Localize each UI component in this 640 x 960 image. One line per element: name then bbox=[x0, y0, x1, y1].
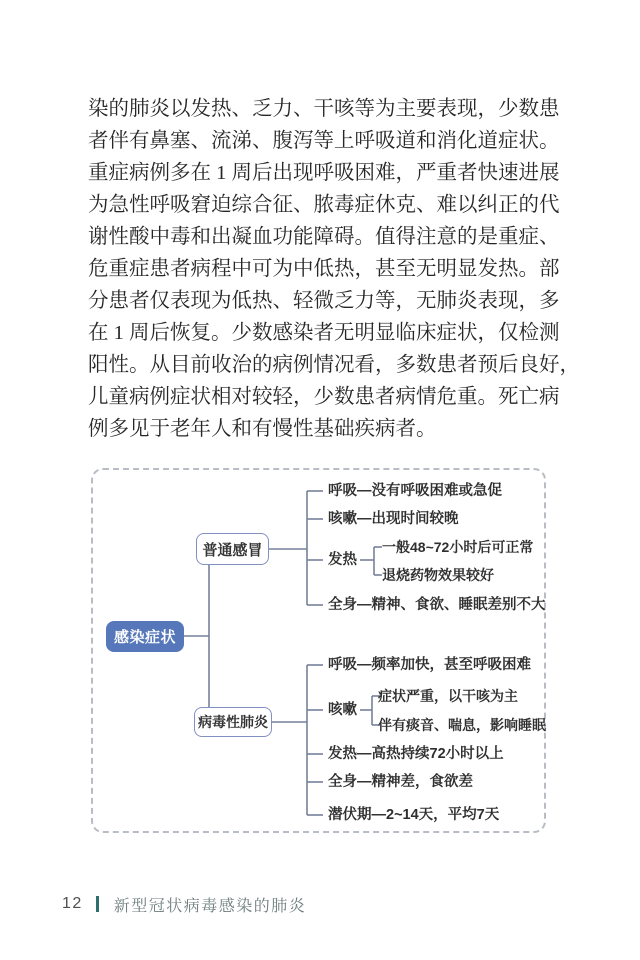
leaf-fever-sub-2: 退烧药物效果较好 bbox=[382, 567, 494, 583]
paragraph-line: 危重症患者病程中可为中低热，甚至无明显发热。部 bbox=[88, 258, 560, 280]
footer-divider bbox=[96, 896, 99, 912]
leaf-general: 全身—精神、食欲、睡眠差别不大 bbox=[328, 597, 546, 613]
leaf-incubation-period: 潜伏期—2~14天，平均7天 bbox=[328, 807, 500, 823]
leaf-cough-sub-2: 伴有痰音、喘息，影响睡眠 bbox=[378, 717, 546, 733]
leaf-breathing-pneumonia: 呼吸—频率加快，甚至呼吸困难 bbox=[328, 657, 531, 673]
paragraph-line: 儿童病例症状相对较轻，少数患者病情危重。死亡病 bbox=[88, 386, 560, 408]
paragraph-line: 阳性。从目前收治的病例情况看，多数患者预后良好， bbox=[88, 354, 580, 376]
symptoms-mindmap-figure bbox=[91, 468, 546, 833]
page-number: 12 bbox=[62, 895, 83, 912]
paragraph-line: 染的肺炎以发热、乏力、干咳等为主要表现，少数患 bbox=[88, 98, 560, 120]
page-footer bbox=[62, 894, 306, 914]
leaf-fever-pneumonia: 发热—高热持续72小时以上 bbox=[328, 746, 504, 762]
book-title: 新型冠状病毒感染的肺炎 bbox=[113, 897, 307, 915]
paragraph-line: 为急性呼吸窘迫综合征、脓毒症休克、难以纠正的代 bbox=[88, 194, 560, 216]
leaf-fever-sub-1: 一般48~72小时后可正常 bbox=[382, 539, 534, 555]
paragraph-line: 谢性酸中毒和出凝血功能障碍。值得注意的是重症、 bbox=[88, 226, 560, 248]
paragraph-line: 重症病例多在 1 周后出现呼吸困难，严重者快速进展 bbox=[88, 162, 560, 184]
leaf-cough-sub-1: 症状严重，以干咳为主 bbox=[378, 688, 518, 704]
mindmap-connector-lines bbox=[93, 470, 548, 835]
root-node-infection-symptoms: 感染症状 bbox=[106, 621, 184, 652]
leaf-fever-label: 发热 bbox=[328, 552, 357, 568]
branch-node-common-cold: 普通感冒 bbox=[196, 533, 269, 565]
body-paragraph bbox=[88, 93, 580, 445]
leaf-breathing: 呼吸—没有呼吸困难或急促 bbox=[328, 483, 502, 499]
paragraph-line: 者伴有鼻塞、流涕、腹泻等上呼吸道和消化道症状。 bbox=[88, 130, 560, 152]
leaf-cough-label: 咳嗽 bbox=[328, 702, 357, 718]
paragraph-line: 在 1 周后恢复。少数感染者无明显临床症状，仅检测 bbox=[88, 322, 560, 344]
leaf-cough: 咳嗽—出现时间较晚 bbox=[328, 511, 459, 527]
leaf-general-pneumonia: 全身—精神差，食欲差 bbox=[328, 774, 473, 790]
branch-node-viral-pneumonia: 病毒性肺炎 bbox=[194, 707, 272, 737]
paragraph-line: 分患者仅表现为低热、轻微乏力等，无肺炎表现，多 bbox=[88, 290, 560, 312]
paragraph-line: 例多见于老年人和有慢性基础疾病者。 bbox=[88, 418, 437, 440]
